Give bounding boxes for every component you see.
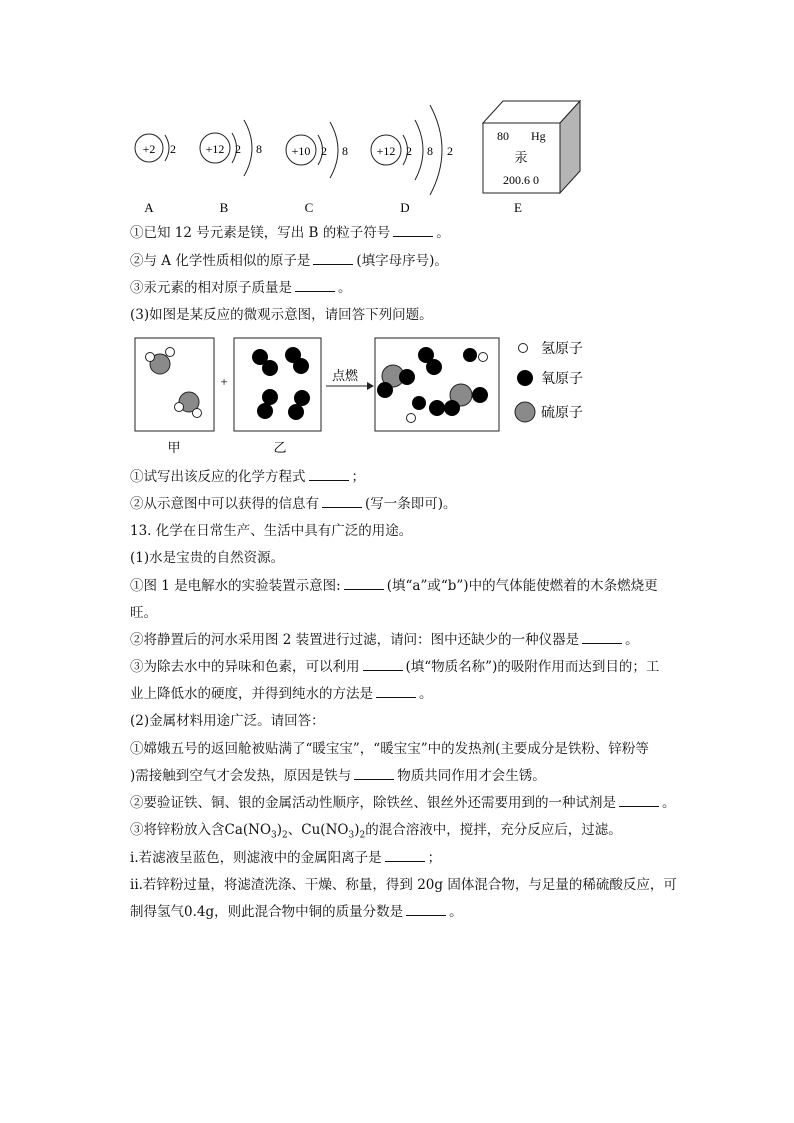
question-line: ii.若锌粉过量，将滤渣洗涤、干燥、称量，得到 20g 固体混合物，与足量的稀硫酸反应，可: [130, 877, 677, 893]
atom-c-shell-1: 2: [321, 144, 327, 158]
atom-b-shell-2: 8: [256, 142, 262, 156]
question-line: ③将锌粉放入含$Ca(NO_3)_2$、$Cu(NO_3)_2$的混合溶液中，搅拌，充分反应后，过滤。: [130, 822, 622, 841]
question-line: 旺。: [130, 605, 157, 621]
question-line: ③为除去水中的异味和色素，可以利用 (填“物质名称”)的吸附作用而达到目的；工: [130, 659, 660, 675]
arrow-label: 点燃: [331, 368, 359, 383]
atom-d-label: D: [400, 200, 410, 215]
legend-sulfur: 硫原子: [541, 406, 583, 421]
legend-hydrogen: 氢原子: [541, 342, 583, 357]
element-mass: 200.6 0: [503, 173, 539, 187]
element-card: [483, 101, 580, 215]
answer-blank[interactable]: [313, 252, 353, 265]
atom-d: [371, 105, 453, 215]
question-line: 制得氢气0.4g，则此混合物中铜的质量分数是 。: [130, 904, 463, 920]
answer-blank[interactable]: [376, 685, 416, 698]
atom-d-nucleus: +12: [376, 144, 396, 158]
answer-blank[interactable]: [385, 849, 425, 862]
question-line: (1)水是宝贵的自然资源。: [130, 550, 285, 566]
atom-a-shell-1: 2: [170, 142, 176, 156]
question-line: (2)金属材料用途广泛。请回答：: [130, 713, 325, 729]
atom-d-shell-1: 2: [406, 144, 412, 158]
legend-oxygen: 氧原子: [541, 372, 583, 387]
atom-b-shell-1: 2: [235, 142, 241, 156]
atom-b-label: B: [219, 200, 229, 215]
atom-d-shell-2: 8: [427, 144, 433, 158]
element-name: 汞: [514, 150, 528, 165]
atom-c-nucleus: +10: [291, 144, 311, 158]
question-line: ①试写出该反应的化学方程式 ；: [130, 469, 365, 485]
element-symbol: Hg: [531, 129, 546, 143]
answer-blank[interactable]: [344, 577, 384, 590]
plus-sign: +: [220, 374, 228, 389]
question-line: 业上降低水的硬度，并得到纯水的方法是 。: [130, 686, 433, 702]
answer-blank[interactable]: [322, 495, 362, 508]
answer-blank[interactable]: [295, 279, 335, 292]
atom-c-label: C: [304, 200, 314, 215]
question-line: ①嫦娥五号的返回舱被贴满了“暖宝宝”，“暖宝宝”中的发热剂(主要成分是铁粉、锌粉等: [130, 741, 649, 757]
answer-blank[interactable]: [406, 903, 446, 916]
answer-blank[interactable]: [393, 224, 433, 237]
question-line: ①已知 12 号元素是镁，写出 B 的粒子符号 。: [130, 225, 450, 241]
question-line: )需接触到空气才会发热，原因是铁与 物质共同作用才会生锈。: [130, 768, 546, 784]
answer-blank[interactable]: [354, 767, 394, 780]
question-line: (3)如图是某反应的微观示意图，请回答下列问题。: [130, 307, 433, 323]
atom-d-shell-3: 2: [447, 144, 453, 158]
question-line: ①图 1 是电解水的实验装置示意图: (填“a”或“b”)中的气体能使燃着的木条燃烧更: [130, 578, 658, 594]
question-line: ②与 A 化学性质相似的原子是 (填字母序号)。: [130, 253, 448, 269]
reaction-diagram: [130, 335, 610, 460]
question-line: ②要验证铁、铜、银的金属活动性顺序，除铁丝、银丝外还需要用到的一种试剂是 。: [130, 795, 676, 811]
atom-b: [200, 120, 262, 215]
answer-blank[interactable]: [619, 794, 659, 807]
question-line: ③汞元素的相对原子质量是 。: [130, 280, 352, 296]
atom-structure-diagrams: [120, 95, 600, 220]
question-line: ②从示意图中可以获得的信息有 (写一条即可)。: [130, 496, 457, 512]
atom-c: [286, 122, 348, 215]
atom-a: [135, 134, 176, 215]
answer-blank[interactable]: [309, 468, 349, 481]
element-number: 80: [497, 129, 509, 143]
atom-c-shell-2: 8: [342, 144, 348, 158]
element-label: E: [514, 200, 522, 215]
question-heading: 13. 化学在日常生产、生活中具有广泛的用途。: [130, 523, 413, 539]
question-line: i.若滤液呈蓝色，则滤液中的金属阳离子是 ；: [130, 850, 442, 866]
atom-a-label: A: [144, 200, 154, 215]
atom-a-nucleus: +2: [142, 142, 156, 156]
atom-b-nucleus: +12: [205, 142, 225, 156]
answer-blank[interactable]: [582, 631, 622, 644]
answer-blank[interactable]: [363, 658, 403, 671]
label-yi: 乙: [273, 440, 287, 455]
label-jia: 甲: [167, 440, 181, 455]
question-line: ②将静置后的河水采用图 2 装置进行过滤，请问：图中还缺少的一种仪器是 。: [130, 632, 639, 648]
